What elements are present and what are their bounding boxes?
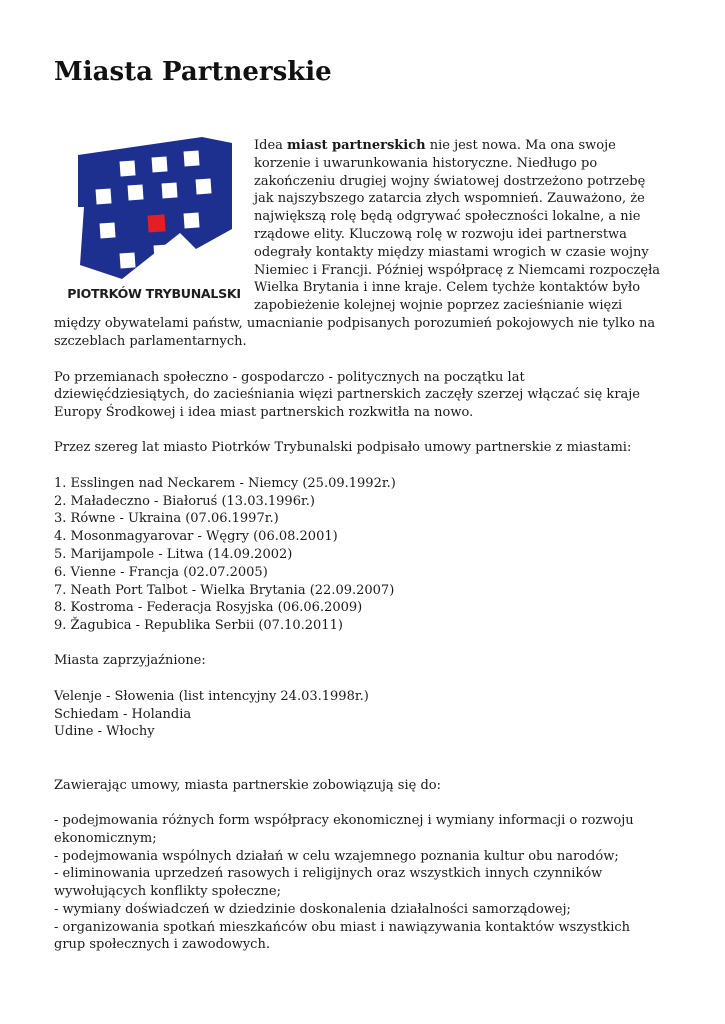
page-title: Miasta Partnerskie (54, 57, 332, 87)
list-item: 9. Žagubica - Republika Serbii (07.10.2011) (54, 618, 343, 634)
list-item: 1. Esslingen nad Neckarem - Niemcy (25.09.1992r.) (54, 475, 396, 491)
article-body (54, 137, 664, 972)
list-item: 7. Neath Port Talbot - Wielka Brytania (22.09.2007) (54, 582, 395, 598)
list-item: - podejmowania różnych form współpracy ekonomicznej i wymiany informacji o rozwoju ekonomicznym; (54, 812, 634, 846)
list-item: Velenje - Słowenia (list intencyjny 24.03.1998r.) (54, 688, 369, 704)
list-item: - eliminowania uprzedzeń rasowych i religijnych oraz wszystkich innych czynników wywołujących konflikty społeczne; (54, 866, 603, 900)
intro-prefix: Idea (254, 138, 288, 153)
city-logo (62, 137, 242, 307)
partner-cities-list (54, 475, 664, 635)
intro-bold-term: miast partnerskich (287, 138, 426, 153)
paragraph-agreements: Przez szereg lat miasto Piotrków Trybunalski podpisało umowy partnerskie z miastami: (54, 440, 632, 456)
obligations-list (54, 812, 664, 954)
list-item: - wymiany doświadczeń w dziedzinie doskonalenia działalności samorządowej; (54, 901, 571, 917)
list-item: 5. Marijampole - Litwa (14.09.2002) (54, 546, 293, 562)
friendly-cities-list (54, 688, 664, 741)
list-item: 8. Kostroma - Federacja Rosyjska (06.06.2009) (54, 600, 363, 616)
paragraph-transformation: Po przemianach społeczno - gospodarczo - politycznych na początku lat dziewięćdziesiątych, do zacieśniania więzi partnerskich zaczęły szerzej włączać się kraje Europy Środkowej i idea miast partnerskich rozkwitła na nowo. (54, 369, 641, 421)
city-logo-graphic (62, 137, 242, 287)
list-item: 2. Maładeczno - Białoruś (13.03.1996r.) (54, 493, 315, 509)
list-item: - podejmowania wspólnych działań w celu wzajemnego poznania kultur obu narodów; (54, 848, 619, 864)
logo-red-square (147, 214, 165, 232)
logo-caption: PIOTRKÓW TRYBUNALSKI (67, 286, 241, 301)
list-item: 4. Mosonmagyarovar - Węgry (06.08.2001) (54, 529, 338, 545)
list-item: 3. Równe - Ukraina (07.06.1997r.) (54, 511, 279, 527)
friendly-cities-heading: Miasta zaprzyjaźnione: (54, 653, 206, 669)
list-item: Udine - Włochy (54, 724, 155, 740)
list-item: 6. Vienne - Francja (02.07.2005) (54, 564, 268, 580)
obligations-heading: Zawierając umowy, miasta partnerskie zobowiązują się do: (54, 777, 441, 793)
list-item: - organizowania spotkań mieszkańców obu miast i nawiązywania kontaktów wszystkich grup społecznych i zawodowych. (54, 919, 631, 953)
list-item: Schiedam - Holandia (54, 706, 192, 722)
intro-rest: nie jest nowa. Ma ona swoje korzenie i uwarunkowania historyczne. Niedługo po zakończeniu drugiej wojny światowej dostrzeżono potrzebę jak najszybszego zatarcia złych wspomnień. Zauważono, że największą rolę będą odgrywać społeczności lokalne, a nie rządowe elity. Kluczową rolę w rozwoju idei partnerstwa odegrały kontakty między miastami wrogich w czasie wojny Niemiec i Francji. Później współpracę z Niemcami rozpoczęła Wielka Brytania i inne kraje. Celem tychże kontaktów było zapobieżenie kolejnej wojnie poprzez zacieśnianie więzi między obywatelami państw, umacnianie podpisanych porozumień pokojowych nie tylko na szczeblach parlamentarnych. (54, 138, 661, 349)
